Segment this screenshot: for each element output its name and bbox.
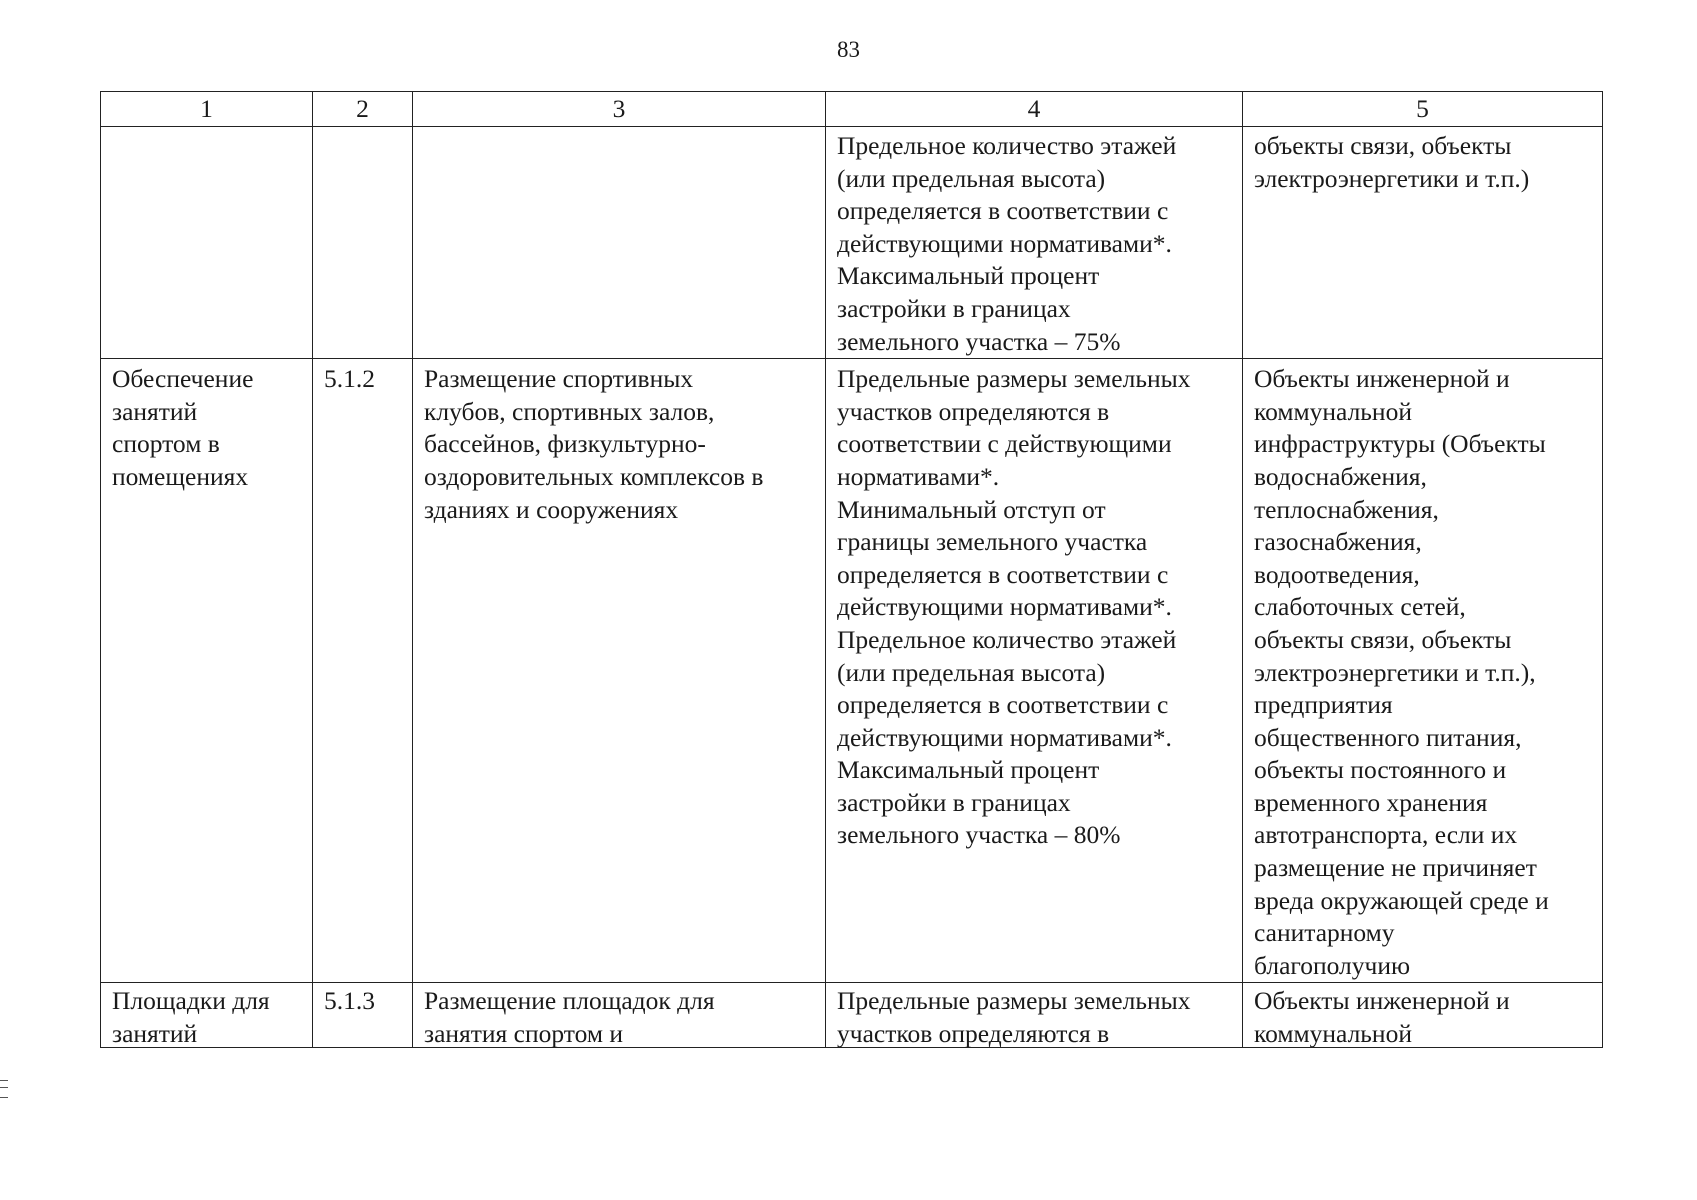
cell-code: 5.1.2 <box>313 359 413 983</box>
table-row <box>101 127 1603 359</box>
header-col-2: 2 <box>313 92 413 127</box>
header-col-4: 4 <box>826 92 1243 127</box>
cell-parameters: Предельное количество этажей (или предельная высота) определяется в соответствии с действующими нормативами*. Максимальный процент застройки в границах земельного участка – 75% <box>826 127 1243 359</box>
header-col-3: 3 <box>413 92 826 127</box>
cell-use-type <box>101 127 313 359</box>
table-header-row <box>101 92 1603 127</box>
cell-parameters: Предельные размеры земельных участков определяются в <box>826 983 1243 1048</box>
table-row <box>101 983 1603 1048</box>
page-number: 83 <box>837 37 860 62</box>
cell-description: Размещение спортивных клубов, спортивных залов, бассейнов, физкультурно- оздоровительных комплексов в зданиях и сооружениях <box>413 359 826 983</box>
header-col-5: 5 <box>1243 92 1603 127</box>
table-row <box>101 359 1603 983</box>
cell-description: Размещение площадок для занятия спортом и <box>413 983 826 1048</box>
cell-description <box>413 127 826 359</box>
header-col-1: 1 <box>101 92 313 127</box>
cell-parameters: Предельные размеры земельных участков определяются в соответствии с действующими нормативами*. Минимальный отступ от границы земельного участка определяется в соответствии с действующими нормативами*. Предельное количество этажей (или предельная высота) определяется в соответствии с действующими нормативами*. Максимальный процент застройки в границах земельного участка – 80% <box>826 359 1243 983</box>
cell-auxiliary-uses: Объекты инженерной и коммунальной инфраструктуры (Объекты водоснабжения, теплоснабжения, газоснабжения, водоотведения, слаботочных сетей, объекты связи, объекты электроэнергетики и т.п.), предприятия общественного питания, объекты постоянного и временного хранения автотранспорта, если их размещение не причиняет вреда окружающей среде и санитарному благополучию <box>1243 359 1603 983</box>
cell-use-type: Площадки для занятий <box>101 983 313 1048</box>
cell-use-type: Обеспечение занятий спортом в помещениях <box>101 359 313 983</box>
cell-auxiliary-uses: объекты связи, объекты электроэнергетики и т.п.) <box>1243 127 1603 359</box>
margin-scan-mark <box>0 1080 8 1098</box>
cell-code <box>313 127 413 359</box>
regulations-table <box>100 91 1603 1048</box>
cell-code: 5.1.3 <box>313 983 413 1048</box>
cell-auxiliary-uses: Объекты инженерной и коммунальной <box>1243 983 1603 1048</box>
